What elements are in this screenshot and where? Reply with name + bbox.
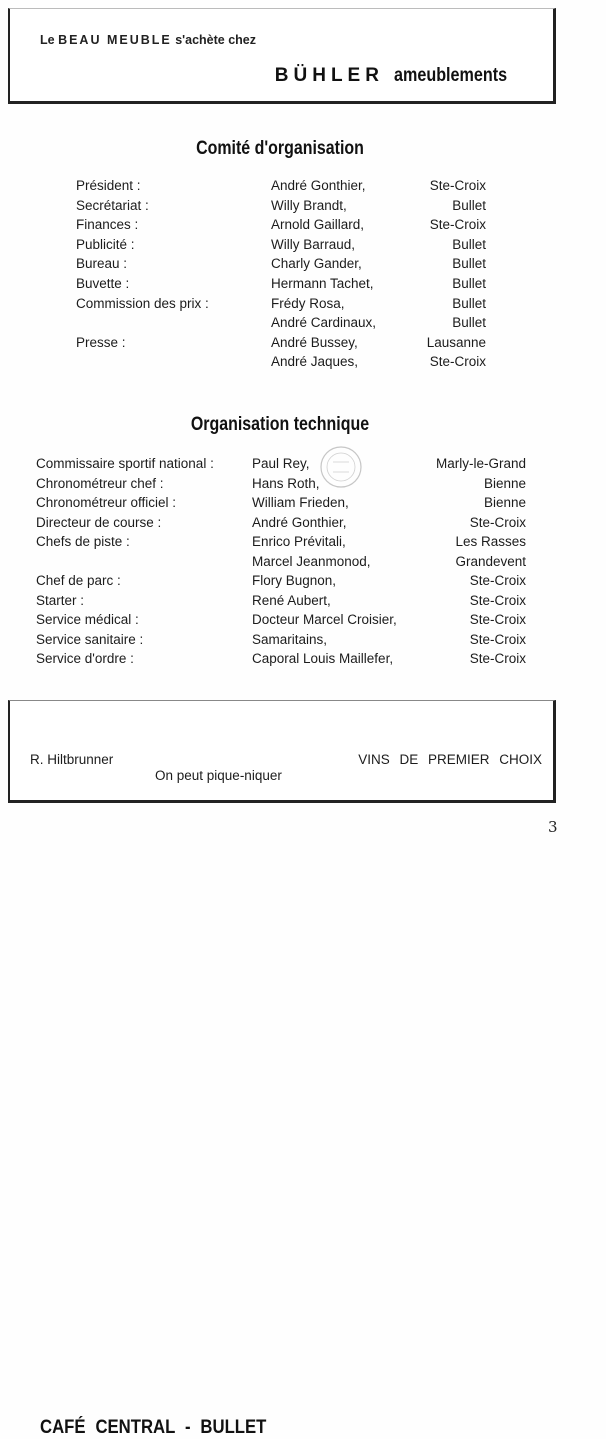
technique-place: Ste-Croix [469, 514, 526, 530]
technique-role: Directeur de course : [36, 514, 162, 530]
page-number: 3 [548, 818, 558, 836]
technique-heading: Organisation technique [190, 414, 370, 435]
technique-role: Service d'ordre : [36, 651, 134, 666]
technique-name: René Aubert, [252, 592, 331, 608]
technique-role: Chefs de piste : [36, 534, 130, 549]
comite-place: Bullet [452, 236, 486, 252]
library-stamp-icon [318, 444, 364, 490]
cafe-wine: VINS DE PREMIER CHOIX [358, 752, 542, 767]
technique-name: Paul Rey, [252, 456, 310, 471]
technique-name: Docteur Marcel Croisier, [252, 612, 397, 627]
technique-role: Service médical : [36, 612, 139, 627]
comite-role: Finances : [76, 217, 139, 233]
cafe-owner: R. Hiltbrunner [30, 752, 114, 767]
comite-place: Bullet [452, 295, 486, 311]
cafe-title: CAFÉ CENTRAL - BULLET [40, 1417, 267, 1438]
comite-role: Bureau : [76, 256, 128, 272]
comite-name: Charly Gander, [271, 256, 362, 272]
comite-name: André Jaques, [271, 354, 359, 370]
comite-name: Willy Brandt, [271, 197, 347, 213]
comite-name: André Cardinaux, [271, 315, 377, 331]
cafe-picnic: On peut pique-niquer [155, 768, 282, 783]
technique-name: Hans Roth, [252, 475, 320, 491]
technique-name: Caporal Louis Maillefer, [252, 651, 394, 666]
comite-place: Lausanne [426, 334, 486, 350]
comite-place: Bullet [452, 197, 486, 213]
technique-place: Ste-Croix [469, 651, 526, 666]
comite-name: Arnold Gaillard, [271, 217, 365, 233]
comite-place: Ste-Croix [429, 354, 486, 370]
technique-place: Les Rasses [455, 534, 526, 549]
technique-role: Service sanitaire : [36, 631, 144, 647]
comite-heading: Comité d'organisation [196, 138, 364, 159]
technique-role: Chef de parc : [36, 573, 121, 588]
comite-place: Bullet [452, 256, 486, 272]
comite-place: Bullet [452, 315, 486, 331]
technique-place: Bienne [483, 475, 526, 491]
technique-name: André Gonthier, [252, 514, 347, 530]
technique-place: Bienne [483, 495, 526, 510]
comite-name: Frédy Rosa, [271, 295, 345, 311]
technique-name: William Frieden, [252, 495, 349, 510]
comite-name: André Bussey, [271, 334, 358, 350]
technique-name: Enrico Prévitali, [252, 534, 346, 549]
technique-name: Samaritains, [252, 631, 328, 647]
technique-place: Ste-Croix [469, 592, 526, 608]
comite-place: Ste-Croix [429, 217, 486, 233]
ad-brand [275, 65, 527, 87]
comite-role: Publicité : [76, 236, 135, 252]
technique-place: Ste-Croix [469, 573, 526, 588]
brand-name: BÜHLER [274, 65, 384, 86]
comite-role: Commission des prix : [76, 295, 209, 311]
comite-place: Bullet [452, 276, 486, 291]
brand-suffix: ameublements [393, 65, 508, 86]
technique-place: Ste-Croix [469, 612, 526, 627]
technique-role: Commissaire sportif national : [36, 456, 214, 471]
comite-role: Secrétariat : [76, 197, 149, 213]
technique-role: Chronométreur chef : [36, 475, 164, 491]
comite-role: Président : [76, 178, 141, 193]
technique-name: Marcel Jeanmonod, [252, 553, 371, 569]
comite-name: Willy Barraud, [271, 236, 356, 252]
technique-role: Starter : [36, 592, 85, 608]
comite-role: Presse : [76, 334, 126, 350]
top-advertisement [8, 8, 556, 104]
comite-name: Hermann Tachet, [271, 276, 374, 291]
technique-place: Ste-Croix [469, 631, 526, 647]
comite-role: Buvette : [76, 276, 130, 291]
technique-place: Grandevent [455, 553, 526, 569]
ad-tagline: Le BEAU MEUBLE s'achète chez [40, 33, 256, 47]
technique-name: Flory Bugnon, [252, 573, 337, 588]
comite-place: Ste-Croix [429, 178, 486, 193]
technique-role: Chronométreur officiel : [36, 495, 177, 510]
technique-place: Marly-le-Grand [435, 456, 526, 471]
comite-name: André Gonthier, [271, 178, 366, 193]
